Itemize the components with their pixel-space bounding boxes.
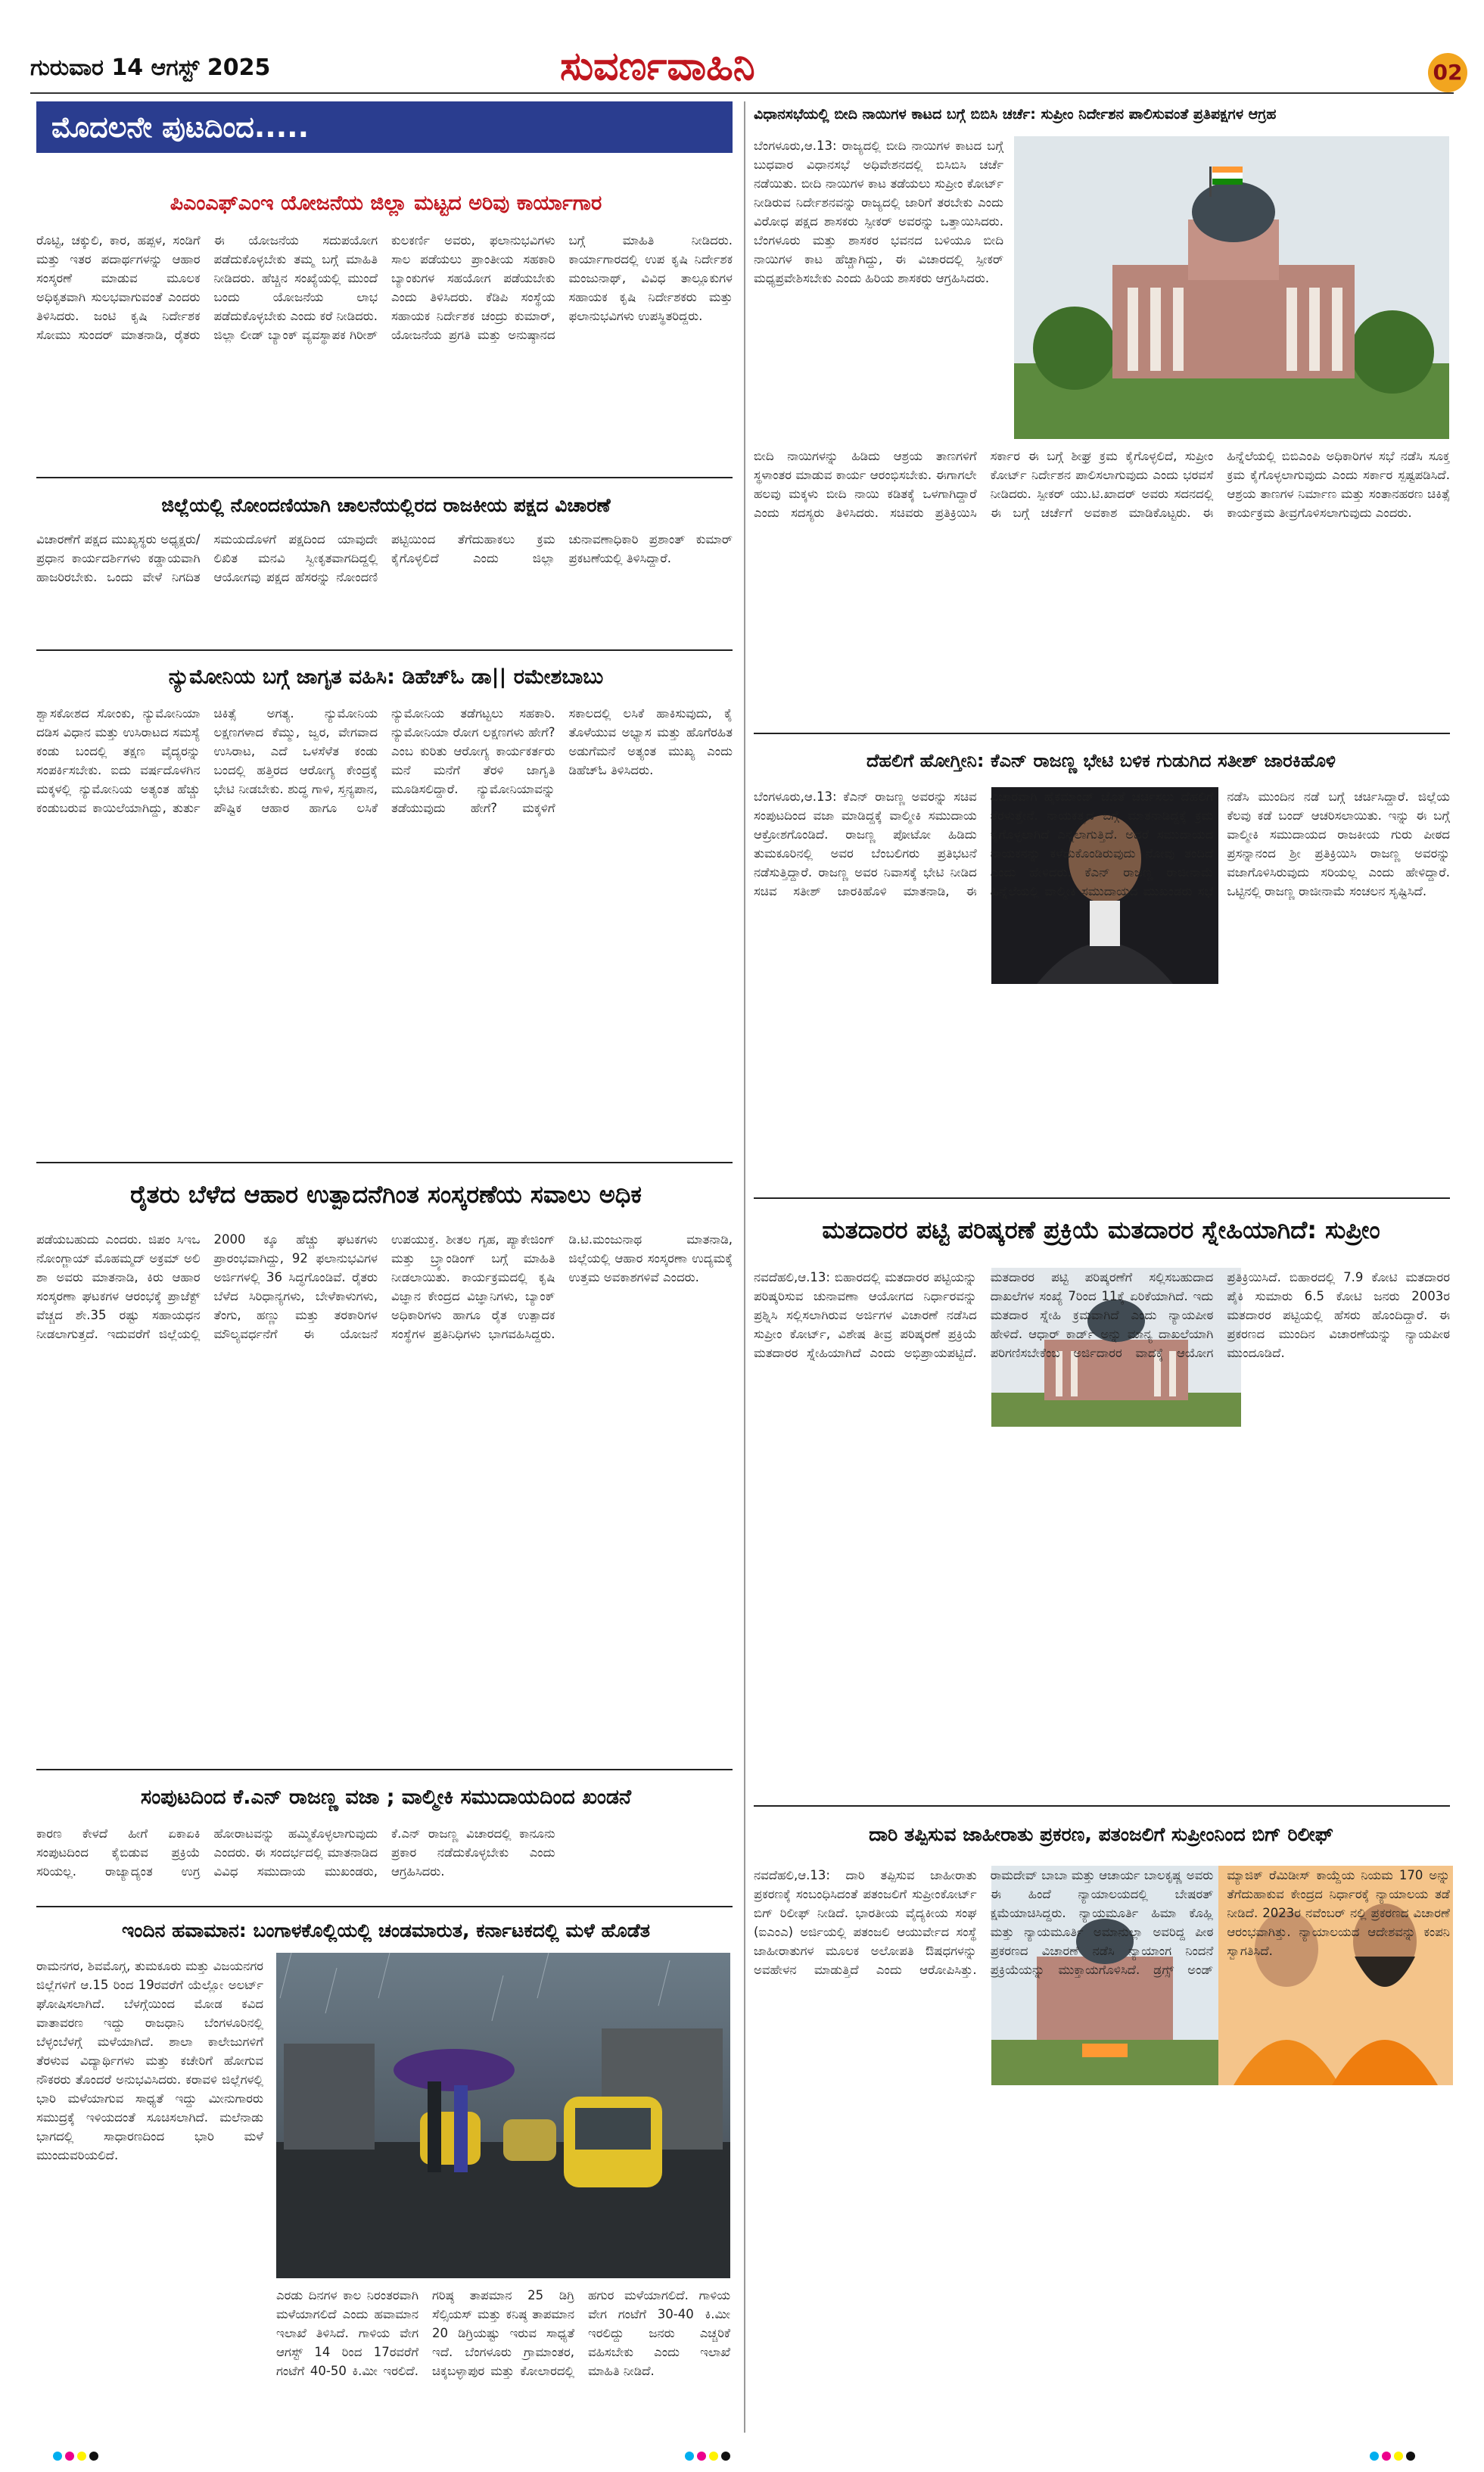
pmfme-headline: ಪಿಎಂಎಫ್‌ಎಂಇ ಯೋಜನೆಯ ಜಿಲ್ಲಾ ಮಟ್ಟದ ಅರಿವು ಕಾರ್ಯಾಗಾರ	[170, 191, 602, 215]
voter-list-body: ನವದೆಹಲಿ,ಆ.13: ಬಿಹಾರದಲ್ಲಿ ಮತದಾರರ ಪಟ್ಟಿಯನ್ನು ಪರಿಷ್ಕರಿಸುವ ಚುನಾವಣಾ ಆಯೋಗದ ನಿರ್ಧಾರವನ್ನು ಪ್ರಶ್ನಿಸಿ ಸಲ್ಲಿಸಲಾಗಿರುವ ಅರ್ಜಿಗಳ ವಿಚಾರಣೆ ನಡೆಸಿದ ಸುಪ್ರೀಂ ಕೋರ್ಟ್, ವಿಶೇಷ ತೀವ್ರ ಪರಿಷ್ಕರಣೆ ಪ್ರಕ್ರಿಯೆ ಮತದಾರರ ಸ್ನೇಹಿಯಾಗಿದೆ ಎಂದು ಅಭಿಪ್ರಾಯಪಟ್ಟಿದೆ. ಮತದಾರರ ಪಟ್ಟಿ ಪರಿಷ್ಕರಣೆಗೆ ಸಲ್ಲಿಸಬಹುದಾದ ದಾಖಲೆಗಳ ಸಂಖ್ಯೆ 7ರಿಂದ 11ಕ್ಕೆ ಏರಿಕೆಯಾಗಿದೆ. ಇದು ಮತದಾರ ಸ್ನೇಹಿ ಕ್ರಮವಾಗಿದೆ ಎಂದು ನ್ಯಾಯಪೀಠ ಹೇಳಿದೆ. ಆಧಾರ್ ಕಾರ್ಡ್ ಅನ್ನು ಮಾನ್ಯ ದಾಖಲೆಯಾಗಿ ಪರಿಗಣಿಸಬೇಕೆಂಬ ಅರ್ಜಿದಾರರ ವಾದಕ್ಕೆ ಆಯೋಗ ಪ್ರತಿಕ್ರಿಯಿಸಿದೆ. ಬಿಹಾರದಲ್ಲಿ 7.9 ಕೋಟಿ ಮತದಾರರ ಪೈಕಿ ಸುಮಾರು 6.5 ಕೋಟಿ ಜನರು 2003ರ ಮತದಾರರ ಪಟ್ಟಿಯಲ್ಲಿ ಹೆಸರು ಹೊಂದಿದ್ದಾರೆ. ಈ ಪ್ರಕರಣದ ಮುಂದಿನ ವಿಚಾರಣೆಯನ್ನು ನ್ಯಾಯಪೀಠ ಮುಂದೂಡಿದೆ.	[754, 1270, 1450, 1360]
issue-date: ಗುರುವಾರ 14 ಆಗಸ್ಟ್ 2025	[30, 54, 271, 81]
farmers-body: ಪಡೆಯಬಹುದು ಎಂದರು. ಜಿಪಂ ಸಿಇಒ ನೋಂಗ್ಜಾಯ್ ಮೊಹಮ್ಮದ್ ಅಕ್ರಮ್ ಅಲಿ ಶಾ ಅವರು ಮಾತನಾಡಿ, ಕಿರು ಆಹಾರ ಸಂಸ್ಕರಣಾ ಘಟಕಗಳ ಆರಂಭಕ್ಕೆ ಪ್ರಾಜೆಕ್ಟ್ ವೆಚ್ಚದ ಶೇ.35 ರಷ್ಟು ಸಹಾಯಧನ ನೀಡಲಾಗುತ್ತದೆ. ಇದುವರೆಗೆ ಜಿಲ್ಲೆಯಲ್ಲಿ 2000 ಕ್ಕೂ ಹೆಚ್ಚು ಘಟಕಗಳು ಪ್ರಾರಂಭವಾಗಿದ್ದು, 92 ಫಲಾನುಭವಿಗಳ ಅರ್ಜಿಗಳಲ್ಲಿ 36 ಸಿದ್ಧಗೊಂಡಿವೆ. ರೈತರು ಬೆಳೆದ ಸಿರಿಧಾನ್ಯಗಳು, ಬೇಳೆಕಾಳುಗಳು, ತೆಂಗು, ಹಣ್ಣು ಮತ್ತು ತರಕಾರಿಗಳ ಮೌಲ್ಯವರ್ಧನೆಗೆ ಈ ಯೋಜನೆ ಉಪಯುಕ್ತ. ಶೀತಲ ಗೃಹ, ಪ್ಯಾಕೇಜಿಂಗ್ ಮತ್ತು ಬ್ರ್ಯಾಂಡಿಂಗ್ ಬಗ್ಗೆ ಮಾಹಿತಿ ನೀಡಲಾಯಿತು. ಕಾರ್ಯಕ್ರಮದಲ್ಲಿ ಕೃಷಿ ವಿಜ್ಞಾನ ಕೇಂದ್ರದ ವಿಜ್ಞಾನಿಗಳು, ಬ್ಯಾಂಕ್ ಅಧಿಕಾರಿಗಳು ಹಾಗೂ ರೈತ ಉತ್ಪಾದಕ ಸಂಸ್ಥೆಗಳ ಪ್ರತಿನಿಧಿಗಳು ಭಾಗವಹಿಸಿದ್ದರು. ಡಿ.ಟಿ.ಮಂಜುನಾಥ ಮಾತನಾಡಿ, ಜಿಲ್ಲೆಯಲ್ಲಿ ಆಹಾರ ಸಂಸ್ಕರಣಾ ಉದ್ಯಮಕ್ಕೆ ಉತ್ತಮ ಅವಕಾಶಗಳಿವೆ ಎಂದರು.	[36, 1232, 733, 1341]
rain-body-left: ರಾಮನಗರ, ಶಿವಮೊಗ್ಗ, ತುಮಕೂರು ಮತ್ತು ವಿಜಯನಗರ ಜಿಲ್ಲೆಗಳಿಗೆ ಆ.15 ರಿಂದ 19ರವರೆಗೆ ಯೆಲ್ಲೋ ಅಲರ್ಟ್ ಘೋಷಿಸಲಾಗಿದೆ. ಬೆಳಗ್ಗೆಯಿಂದ ಮೋಡ ಕವಿದ ವಾತಾವರಣ ಇದ್ದು ರಾಜಧಾನಿ ಬೆಂಗಳೂರಿನಲ್ಲಿ ಬೆಳ್ಳಂಬೆಳಗ್ಗೆ ಮಳೆಯಾಗಿದೆ. ಶಾಲಾ ಕಾಲೇಜುಗಳಿಗೆ ತೆರಳುವ ವಿದ್ಯಾರ್ಥಿಗಳು ಮತ್ತು ಕಚೇರಿಗೆ ಹೋಗುವ ನೌಕರರು ತೊಂದರೆ ಅನುಭವಿಸಿದರು. ಕರಾವಳಿ ಜಿಲ್ಲೆಗಳಲ್ಲಿ ಭಾರಿ ಮಳೆಯಾಗುವ ಸಾಧ್ಯತೆ ಇದ್ದು ಮೀನುಗಾರರು ಸಮುದ್ರಕ್ಕೆ ಇಳಿಯದಂತೆ ಸೂಚಿಸಲಾಗಿದೆ. ಮಲೆನಾಡು ಭಾಗದಲ್ಲಿ ಸಾಧಾರಣದಿಂದ ಭಾರಿ ಮಳೆ ಮುಂದುವರಿಯಲಿದೆ.	[36, 1959, 263, 2162]
satish-headline: ದೆಹಲಿಗೆ ಹೋಗ್ತೀನಿ: ಕೆಎನ್ ರಾಜಣ್ಣ ಭೇಟಿ ಬಳಿಕ ಗುಡುಗಿದ ಸತೀಶ್ ಜಾರಕಿಹೊಳಿ	[866, 750, 1336, 771]
divider	[754, 733, 1450, 734]
header-rule	[30, 92, 1454, 94]
color-dot	[1406, 2452, 1415, 2461]
color-dot	[65, 2452, 74, 2461]
color-marks-left	[53, 2449, 101, 2464]
color-dot	[53, 2452, 62, 2461]
satish-body: ಬೆಂಗಳೂರು,ಆ.13: ಕೆಎನ್ ರಾಜಣ್ಣ ಅವರನ್ನು ಸಚಿವ ಸಂಪುಟದಿಂದ ವಜಾ ಮಾಡಿದ್ದಕ್ಕೆ ವಾಲ್ಮೀಕಿ ಸಮುದಾಯ ಆಕ್ರೋಶಗೊಂಡಿದೆ. ರಾಜಣ್ಣ ಪೋಟೋ ಹಿಡಿದು ತುಮಕೂರಿನಲ್ಲಿ ಅವರ ಬೆಂಬಲಿಗರು ಪ್ರತಿಭಟನೆ ನಡೆಸುತ್ತಿದ್ದಾರೆ. ರಾಜಣ್ಣ ಅವರ ನಿವಾಸಕ್ಕೆ ಭೇಟಿ ನೀಡಿದ ಸಚಿವ ಸತೀಶ್ ಜಾರಕಿಹೊಳಿ ಮಾತನಾಡಿ, ಈ ವಿಚಾರವಾಗಿ ಹೈಕಮಾಂಡ್ ಜೊತೆ ಚರ್ಚಿಸಲು ದೆಹಲಿಗೆ ತೆರಳುತ್ತೇನೆ. ನಾಯಕತ್ವದ ಬಗ್ಗೆ ಮಾತನಾಡಿದ್ದಕ್ಕೆ ಕ್ರಮ ಕೈಗೊಳ್ಳಲಾಗಿದೆ ಎನ್ನಲಾಗುತ್ತಿದೆ. ಅದರೆ ಸಮುದಾಯದ ನಾಯಕನನ್ನು ಕಳೆದುಕೊಂಡಿರುವುದು ನೋವು ತಂದಿದೆ ಎಂದು ಹೇಳಿದರು. ಕೆಎನ್ ರಾಜಣ್ಣ ರಾಜೀನಾಮೆ ಹಿನ್ನೆಲೆಯಲ್ಲಿ ವಾಲ್ಮೀಕಿ ಸಮುದಾಯದ ಮುಖಂಡರು ಸಭೆ ನಡೆಸಿ ಮುಂದಿನ ನಡೆ ಬಗ್ಗೆ ಚರ್ಚಿಸಿದ್ದಾರೆ. ಜಿಲ್ಲೆಯ ಕೆಲವು ಕಡೆ ಬಂದ್ ಆಚರಿಸಲಾಯಿತು. ಇನ್ನು ಈ ಬಗ್ಗೆ ವಾಲ್ಮೀಕಿ ಸಮುದಾಯದ ರಾಜಕೀಯ ಗುರು ಪೀಠದ ಪ್ರಸನ್ನಾನಂದ ಶ್ರೀ ಪ್ರತಿಕ್ರಿಯಿಸಿ ರಾಜಣ್ಣ ಅವರನ್ನು ವಜಾಗೊಳಿಸಿರುವುದು ಸರಿಯಲ್ಲ ಎಂದು ಹೇಳಿದ್ದಾರೆ. ಒಟ್ಟಿನಲ್ಲಿ ರಾಜಣ್ಣ ರಾಜೀನಾಮೆ ಸಂಚಲನ ಸೃಷ್ಟಿಸಿದೆ.	[754, 789, 1450, 898]
page-number-badge: 02	[1428, 53, 1467, 92]
color-dot	[1394, 2452, 1403, 2461]
stray-dogs-body-top: ಬೆಂಗಳೂರು,ಆ.13: ರಾಜ್ಯದಲ್ಲಿ ಬೀದಿ ನಾಯಿಗಳ ಕಾಟದ ಬಗ್ಗೆ ಬುಧವಾರ ವಿಧಾನಸಭೆ ಅಧಿವೇಶನದಲ್ಲಿ ಬಿಸಿಬಿಸಿ ಚರ್ಚೆ ನಡೆಯಿತು. ಬೀದಿ ನಾಯಿಗಳ ಕಾಟ ತಡೆಯಲು ಸುಪ್ರೀಂ ಕೋರ್ಟ್ ನೀಡಿರುವ ನಿರ್ದೇಶನವನ್ನು ರಾಜ್ಯದಲ್ಲಿ ಜಾರಿಗೆ ತರಬೇಕು ಎಂದು ವಿರೋಧ ಪಕ್ಷದ ಶಾಸಕರು ಸ್ಪೀಕರ್ ಅವರನ್ನು ಒತ್ತಾಯಿಸಿದರು. ಬೆಂಗಳೂರು ಮತ್ತು ಶಾಸಕರ ಭವನದ ಬಳಿಯೂ ಬೀದಿ ನಾಯಿಗಳ ಕಾಟ ಹೆಚ್ಚಾಗಿದ್ದು, ಈ ವಿಚಾರದಲ್ಲಿ ಸ್ಪೀಕರ್ ಮಧ್ಯಪ್ರವೇಶಿಸಬೇಕು ಎಂದು ಹಿರಿಯ ಶಾಸಕರು ಆಗ್ರಹಿಸಿದರು.	[754, 139, 1003, 285]
patanjali-headline: ದಾರಿ ತಪ್ಪಿಸುವ ಜಾಹೀರಾತು ಪ್ರಕರಣ, ಪತಂಜಲಿಗೆ ಸುಪ್ರೀಂನಿಂದ ಬಿಗ್ ರಿಲೀಫ್	[869, 1823, 1333, 1845]
column-divider	[744, 101, 745, 2433]
stray-dogs-body-bottom: ಬೀದಿ ನಾಯಿಗಳನ್ನು ಹಿಡಿದು ಆಶ್ರಯ ತಾಣಗಳಿಗೆ ಸ್ಥಳಾಂತರ ಮಾಡುವ ಕಾರ್ಯ ಆರಂಭಿಸಬೇಕು. ಈಗಾಗಲೇ ಹಲವು ಮಕ್ಕಳು ಬೀದಿ ನಾಯಿ ಕಡಿತಕ್ಕೆ ಒಳಗಾಗಿದ್ದಾರೆ ಎಂದು ಸದಸ್ಯರು ತಿಳಿಸಿದರು. ಸಚಿವರು ಪ್ರತಿಕ್ರಿಯಿಸಿ ಸರ್ಕಾರ ಈ ಬಗ್ಗೆ ಶೀಘ್ರ ಕ್ರಮ ಕೈಗೊಳ್ಳಲಿದೆ, ಸುಪ್ರೀಂ ಕೋರ್ಟ್ ನಿರ್ದೇಶನ ಪಾಲಿಸಲಾಗುವುದು ಎಂದು ಭರವಸೆ ನೀಡಿದರು. ಸ್ಪೀಕರ್ ಯು.ಟಿ.ಖಾದರ್ ಅವರು ಸದನದಲ್ಲಿ ಈ ಬಗ್ಗೆ ಚರ್ಚೆಗೆ ಅವಕಾಶ ಮಾಡಿಕೊಟ್ಟರು. ಈ ಹಿನ್ನೆಲೆಯಲ್ಲಿ ಬಿಬಿಎಂಪಿ ಅಧಿಕಾರಿಗಳ ಸಭೆ ನಡೆಸಿ ಸೂಕ್ತ ಕ್ರಮ ಕೈಗೊಳ್ಳಲಾಗುವುದು ಎಂದು ಸರ್ಕಾರ ಸ್ಪಷ್ಟಪಡಿಸಿದೆ. ಆಶ್ರಯ ತಾಣಗಳ ನಿರ್ಮಾಣ ಮತ್ತು ಸಂತಾನಹರಣ ಚಿಕಿತ್ಸೆ ಕಾರ್ಯಕ್ರಮ ತೀವ್ರಗೊಳಿಸಲಾಗುವುದು ಎಂದರು.	[754, 449, 1450, 520]
voter-list-headline: ಮತದಾರರ ಪಟ್ಟಿ ಪರಿಷ್ಕರಣೆ ಪ್ರಕ್ರಿಯೆ ಮತದಾರರ ಸ್ನೇಹಿಯಾಗಿದೆ: ಸುಪ್ರೀಂ	[822, 1216, 1380, 1244]
rain-headline: ಇಂದಿನ ಹವಾಮಾನ: ಬಂಗಾಳಕೊಲ್ಲಿಯಲ್ಲಿ ಚಂಡಮಾರುತ, ಕರ್ನಾಟಕದಲ್ಲಿ ಮಳೆ ಹೊಡೆತ	[122, 1919, 650, 1941]
newspaper-logo: ಸುವರ್ಣವಾಹಿನಿ	[560, 44, 755, 89]
pneumonia-headline: ನ್ಯುಮೋನಿಯ ಬಗ್ಗೆ ಜಾಗೃತ ವಹಿಸಿ: ಡಿಹೆಚ್‌ಓ ಡಾ|| ರಮೇಶಬಾಬು	[168, 665, 604, 689]
divider	[36, 649, 733, 651]
color-dot	[697, 2452, 706, 2461]
color-marks-right	[1370, 2449, 1418, 2464]
color-dot	[1370, 2452, 1379, 2461]
supreme-court-photo	[1014, 136, 1449, 439]
print-registration-marks	[0, 2442, 1484, 2472]
registration-headline: ಜಿಲ್ಲೆಯಲ್ಲಿ ನೋಂದಣಿಯಾಗಿ ಚಾಲನೆಯಲ್ಲಿರದ ರಾಜಕೀಯ ಪಕ್ಷದ ವಿಚಾರಣೆ	[161, 494, 611, 516]
divider	[36, 477, 733, 478]
rain-body-bottom: ಎರಡು ದಿನಗಳ ಕಾಲ ನಿರಂತರವಾಗಿ ಮಳೆಯಾಗಲಿದೆ ಎಂದು ಹವಾಮಾನ ಇಲಾಖೆ ತಿಳಿಸಿದೆ. ಗಾಳಿಯ ವೇಗ ಆಗಸ್ಟ್ 14 ರಿಂದ 17ರವರೆಗೆ ಗಂಟೆಗೆ 40-50 ಕಿ.ಮೀ ಇರಲಿದೆ. ಗರಿಷ್ಠ ತಾಪಮಾನ 25 ಡಿಗ್ರಿ ಸೆಲ್ಸಿಯಸ್ ಮತ್ತು ಕನಿಷ್ಠ ತಾಪಮಾನ 20 ಡಿಗ್ರಿಯಷ್ಟು ಇರುವ ಸಾಧ್ಯತೆ ಇದೆ. ಬೆಂಗಳೂರು ಗ್ರಾಮಾಂತರ, ಚಿಕ್ಕಬಳ್ಳಾಪುರ ಮತ್ತು ಕೋಲಾರದಲ್ಲಿ ಹಗುರ ಮಳೆಯಾಗಲಿದೆ. ಗಾಳಿಯ ವೇಗ ಗಂಟೆಗೆ 30-40 ಕಿ.ಮೀ ಇರಲಿದ್ದು ಜನರು ಎಚ್ಚರಿಕೆ ವಹಿಸಬೇಕು ಎಂದು ಇಲಾಖೆ ಮಾಹಿತಿ ನೀಡಿದೆ.	[276, 2288, 730, 2378]
divider	[754, 1197, 1450, 1199]
color-dot	[709, 2452, 718, 2461]
color-marks-center	[685, 2449, 733, 2464]
divider	[36, 1906, 733, 1907]
patanjali-body: ನವದೆಹಲಿ,ಆ.13: ದಾರಿ ತಪ್ಪಿಸುವ ಜಾಹೀರಾತು ಪ್ರಕರಣಕ್ಕೆ ಸಂಬಂಧಿಸಿದಂತೆ ಪತಂಜಲಿಗೆ ಸುಪ್ರೀಂಕೋರ್ಟ್ ಬಿಗ್ ರಿಲೀಫ್ ನೀಡಿದೆ. ಭಾರತೀಯ ವೈದ್ಯಕೀಯ ಸಂಘ (ಐಎಂಎ) ಅರ್ಜಿಯಲ್ಲಿ ಪತಂಜಲಿ ಆಯುರ್ವೇದ ಸಂಸ್ಥೆ ಜಾಹೀರಾತುಗಳ ಮೂಲಕ ಅಲೋಪತಿ ಔಷಧಗಳನ್ನು ಅವಹೇಳನ ಮಾಡುತ್ತಿದೆ ಎಂದು ಆರೋಪಿಸಿತ್ತು. ರಾಮದೇವ್ ಬಾಬಾ ಮತ್ತು ಆಚಾರ್ಯ ಬಾಲಕೃಷ್ಣ ಅವರು ಈ ಹಿಂದೆ ನ್ಯಾಯಾಲಯದಲ್ಲಿ ಬೇಷರತ್ ಕ್ಷಮೆಯಾಚಿಸಿದ್ದರು. ನ್ಯಾಯಮೂರ್ತಿ ಹಿಮಾ ಕೊಹ್ಲಿ ಮತ್ತು ನ್ಯಾಯಮೂರ್ತಿ ಅಮಾನುಲ್ಲಾ ಅವರಿದ್ದ ಪೀಠ ಪ್ರಕರಣದ ವಿಚಾರಣೆ ನಡೆಸಿ ನ್ಯಾಯಾಂಗ ನಿಂದನೆ ಪ್ರಕ್ರಿಯೆಯನ್ನು ಮುಕ್ತಾಯಗೊಳಿಸಿದೆ. ಡ್ರಗ್ಸ್ ಅಂಡ್ ಮ್ಯಾಜಿಕ್ ರೆಮಿಡೀಸ್ ಕಾಯ್ದೆಯ ನಿಯಮ 170 ಅನ್ನು ತೆಗೆದುಹಾಕುವ ಕೇಂದ್ರದ ನಿರ್ಧಾರಕ್ಕೆ ನ್ಯಾಯಾಲಯ ತಡೆ ನೀಡಿದೆ. 2023ರ ನವೆಂಬರ್ ನಲ್ಲಿ ಪ್ರಕರಣದ ವಿಚಾರಣೆ ಆರಂಭವಾಗಿತ್ತು. ನ್ಯಾಯಾಲಯದ ಆದೇಶವನ್ನು ಕಂಪನಿ ಸ್ವಾಗತಿಸಿದೆ.	[754, 1868, 1450, 1977]
color-dot	[685, 2452, 694, 2461]
registration-body: ವಿಚಾರಣೆಗೆ ಪಕ್ಷದ ಮುಖ್ಯಸ್ಥರು ಅಧ್ಯಕ್ಷರು/ಪ್ರಧಾನ ಕಾರ್ಯದರ್ಶಿಗಳು ಕಡ್ಡಾಯವಾಗಿ ಹಾಜರಿರಬೇಕು. ಒಂದು ವೇಳೆ ನಿಗದಿತ ಸಮಯದೊಳಗೆ ಪಕ್ಷದಿಂದ ಯಾವುದೇ ಲಿಖಿತ ಮನವಿ ಸ್ವೀಕೃತವಾಗದಿದ್ದಲ್ಲಿ ಆಯೋಗವು ಪಕ್ಷದ ಹೆಸರನ್ನು ನೋಂದಣಿ ಪಟ್ಟಿಯಿಂದ ತೆಗೆದುಹಾಕಲು ಕ್ರಮ ಕೈಗೊಳ್ಳಲಿದೆ ಎಂದು ಜಿಲ್ಲಾ ಚುನಾವಣಾಧಿಕಾರಿ ಪ್ರಶಾಂತ್ ಕುಮಾರ್ ಪ್ರಕಟಣೆಯಲ್ಲಿ ತಿಳಿಸಿದ್ದಾರೆ.	[36, 532, 733, 584]
farmers-headline: ರೈತರು ಬೆಳೆದ ಆಹಾರ ಉತ್ಪಾದನೆಗಿಂತ ಸಂಸ್ಕರಣೆಯ ಸವಾಲು ಅಧಿಕ	[130, 1180, 642, 1209]
color-dot	[1382, 2452, 1391, 2461]
divider	[36, 1162, 733, 1163]
rajanna-cabinet-body: ಕಾರಣ ಕೇಳದೆ ಹೀಗೆ ಏಕಾಏಕಿ ಸಂಪುಟದಿಂದ ಕೈಬಿಡುವ ಪ್ರಕ್ರಿಯೆ ಸರಿಯಲ್ಲ. ರಾಜ್ಯಾದ್ಯಂತ ಉಗ್ರ ಹೋರಾಟವನ್ನು ಹಮ್ಮಿಕೊಳ್ಳಲಾಗುವುದು ಎಂದರು. ಈ ಸಂದರ್ಭದಲ್ಲಿ ಮಾತನಾಡಿದ ವಿವಿಧ ಸಮುದಾಯ ಮುಖಂಡರು, ಕೆ.ಎನ್ ರಾಜಣ್ಣ ವಿಚಾರದಲ್ಲಿ ಕಾನೂನು ಪ್ರಕಾರ ನಡೆದುಕೊಳ್ಳಬೇಕು ಎಂದು ಆಗ್ರಹಿಸಿದರು.	[36, 1826, 555, 1879]
color-dot	[89, 2452, 98, 2461]
color-dot	[77, 2452, 86, 2461]
divider	[754, 1805, 1450, 1807]
supreme-court-image	[1014, 136, 1449, 439]
rain-photo	[276, 1953, 730, 2278]
section-banner: ಮೊದಲನೇ ಪುಟದಿಂದ.....	[36, 101, 733, 153]
divider	[36, 1769, 733, 1770]
pmfme-body: ರೊಟ್ಟಿ, ಚಕ್ಕುಲಿ, ಕಾರ, ಹಪ್ಪಳ, ಸಂಡಿಗೆ ಮತ್ತು ಇತರ ಪದಾರ್ಥಗಳನ್ನು ಆಹಾರ ಸಂಸ್ಕರಣೆ ಮಾಡುವ ಮೂಲಕ ಅಧಿಕೃತವಾಗಿ ಸುಲಭವಾಗುವಂತೆ ಎಂದರು ತಿಳಿಸಿದರು. ಜಂಟಿ ಕೃಷಿ ನಿರ್ದೇಶಕ ಸೋಮು ಸುಂದರ್ ಮಾತನಾಡಿ, ರೈತರು ಈ ಯೋಜನೆಯ ಸದುಪಯೋಗ ಪಡೆದುಕೊಳ್ಳಬೇಕು ತಮ್ಮ ಬಗ್ಗೆ ಮಾಹಿತಿ ನೀಡಿದರು. ಹೆಚ್ಚಿನ ಸಂಖ್ಯೆಯಲ್ಲಿ ಮುಂದೆ ಬಂದು ಯೋಜನೆಯ ಲಾಭ ಪಡೆದುಕೊಳ್ಳಬೇಕು ಎಂದು ಕರೆ ನೀಡಿದರು. ಜಿಲ್ಲಾ ಲೀಡ್ ಬ್ಯಾಂಕ್ ವ್ಯವಸ್ಥಾಪಕ ಗಿರೀಶ್ ಕುಲಕರ್ಣಿ ಅವರು, ಫಲಾನುಭವಿಗಳು ಸಾಲ ಪಡೆಯಲು ಪ್ರಾಂತೀಯ ಸಹಕಾರಿ ಬ್ಯಾಂಕುಗಳ ಸಹಯೋಗ ಪಡೆಯಬೇಕು ಎಂದು ತಿಳಿಸಿದರು. ಕೆಡಿಪಿ ಸಂಸ್ಥೆಯ ಸಹಾಯಕ ನಿರ್ದೇಶಕ ಚಂದ್ರು ಕುಮಾರ್, ಯೋಜನೆಯ ಪ್ರಗತಿ ಮತ್ತು ಅನುಷ್ಠಾನದ ಬಗ್ಗೆ ಮಾಹಿತಿ ನೀಡಿದರು. ಕಾರ್ಯಾಗಾರದಲ್ಲಿ ಉಪ ಕೃಷಿ ನಿರ್ದೇಶಕ ಮಂಜುನಾಥ್, ವಿವಿಧ ತಾಲ್ಲೂಕುಗಳ ಸಹಾಯಕ ಕೃಷಿ ನಿರ್ದೇಶಕರು ಮತ್ತು ಫಲಾನುಭವಿಗಳು ಉಪಸ್ಥಿತರಿದ್ದರು.	[36, 233, 733, 342]
rajanna-cabinet-headline: ಸಂಪುಟದಿಂದ ಕೆ.ಎನ್ ರಾಜಣ್ಣ ವಜಾ ; ವಾಲ್ಮೀಕಿ ಸಮುದಾಯದಿಂದ ಖಂಡನೆ	[140, 1786, 632, 1809]
masthead	[0, 0, 1484, 89]
top-strip-headline: ವಿಧಾನಸಭೆಯಲ್ಲಿ ಬೀದಿ ನಾಯಿಗಳ ಕಾಟದ ಬಗ್ಗೆ ಬಿಬಿಸಿ ಚರ್ಚೆ: ಸುಪ್ರೀಂ ನಿರ್ದೇಶನ ಪಾಲಿಸುವಂತೆ ಪ್ರತಿಪಕ್ಷಗಳ ಆಗ್ರಹ	[754, 106, 1277, 123]
rain-street-image	[276, 1953, 730, 2278]
pneumonia-body: ಶ್ವಾಸಕೋಶದ ಸೋಂಕು, ನ್ಯುಮೋನಿಯಾ ದಡಿಸ ವಿಧಾನ ಮತ್ತು ಉಸಿರಾಟದ ಸಮಸ್ಯೆ ಕಂಡು ಬಂದಲ್ಲಿ ತಕ್ಷಣ ವೈದ್ಯರನ್ನು ಸಂಪರ್ಕಿಸಬೇಕು. ಐದು ವರ್ಷದೊಳಗಿನ ಮಕ್ಕಳಲ್ಲಿ ನ್ಯುಮೋನಿಯ ಅತ್ಯಂತ ಹೆಚ್ಚು ಕಂಡುಬರುವ ಕಾಯಿಲೆಯಾಗಿದ್ದು, ತುರ್ತು ಚಿಕಿತ್ಸೆ ಅಗತ್ಯ. ನ್ಯುಮೋನಿಯ ಲಕ್ಷಣಗಳಾದ ಕೆಮ್ಮು, ಜ್ವರ, ವೇಗವಾದ ಉಸಿರಾಟ, ಎದೆ ಒಳಸೆಳೆತ ಕಂಡು ಬಂದಲ್ಲಿ ಹತ್ತಿರದ ಆರೋಗ್ಯ ಕೇಂದ್ರಕ್ಕೆ ಭೇಟಿ ನೀಡಬೇಕು. ಶುದ್ಧ ಗಾಳಿ, ಸ್ತನ್ಯಪಾನ, ಪೌಷ್ಟಿಕ ಆಹಾರ ಹಾಗೂ ಲಸಿಕೆ ನ್ಯುಮೋನಿಯ ತಡೆಗಟ್ಟಲು ಸಹಕಾರಿ. ನ್ಯುಮೋನಿಯಾ ರೋಗ ಲಕ್ಷಣಗಳು ಹೇಗೆ? ಎಂಬ ಕುರಿತು ಆರೋಗ್ಯ ಕಾರ್ಯಕರ್ತರು ಮನೆ ಮನೆಗೆ ತೆರಳಿ ಜಾಗೃತಿ ಮೂಡಿಸಲಿದ್ದಾರೆ. ನ್ಯುಮೋನಿಯಾವನ್ನು ತಡೆಯುವುದು ಹೇಗೆ? ಮಕ್ಕಳಿಗೆ ಸಕಾಲದಲ್ಲಿ ಲಸಿಕೆ ಹಾಕಿಸುವುದು, ಕೈ ತೊಳೆಯುವ ಅಭ್ಯಾಸ ಮತ್ತು ಹೊಗೆರಹಿತ ಅಡುಗೆಮನೆ ಅತ್ಯಂತ ಮುಖ್ಯ ಎಂದು ಡಿಹೆಚ್‌ಓ ತಿಳಿಸಿದರು.	[36, 706, 733, 815]
color-dot	[721, 2452, 730, 2461]
